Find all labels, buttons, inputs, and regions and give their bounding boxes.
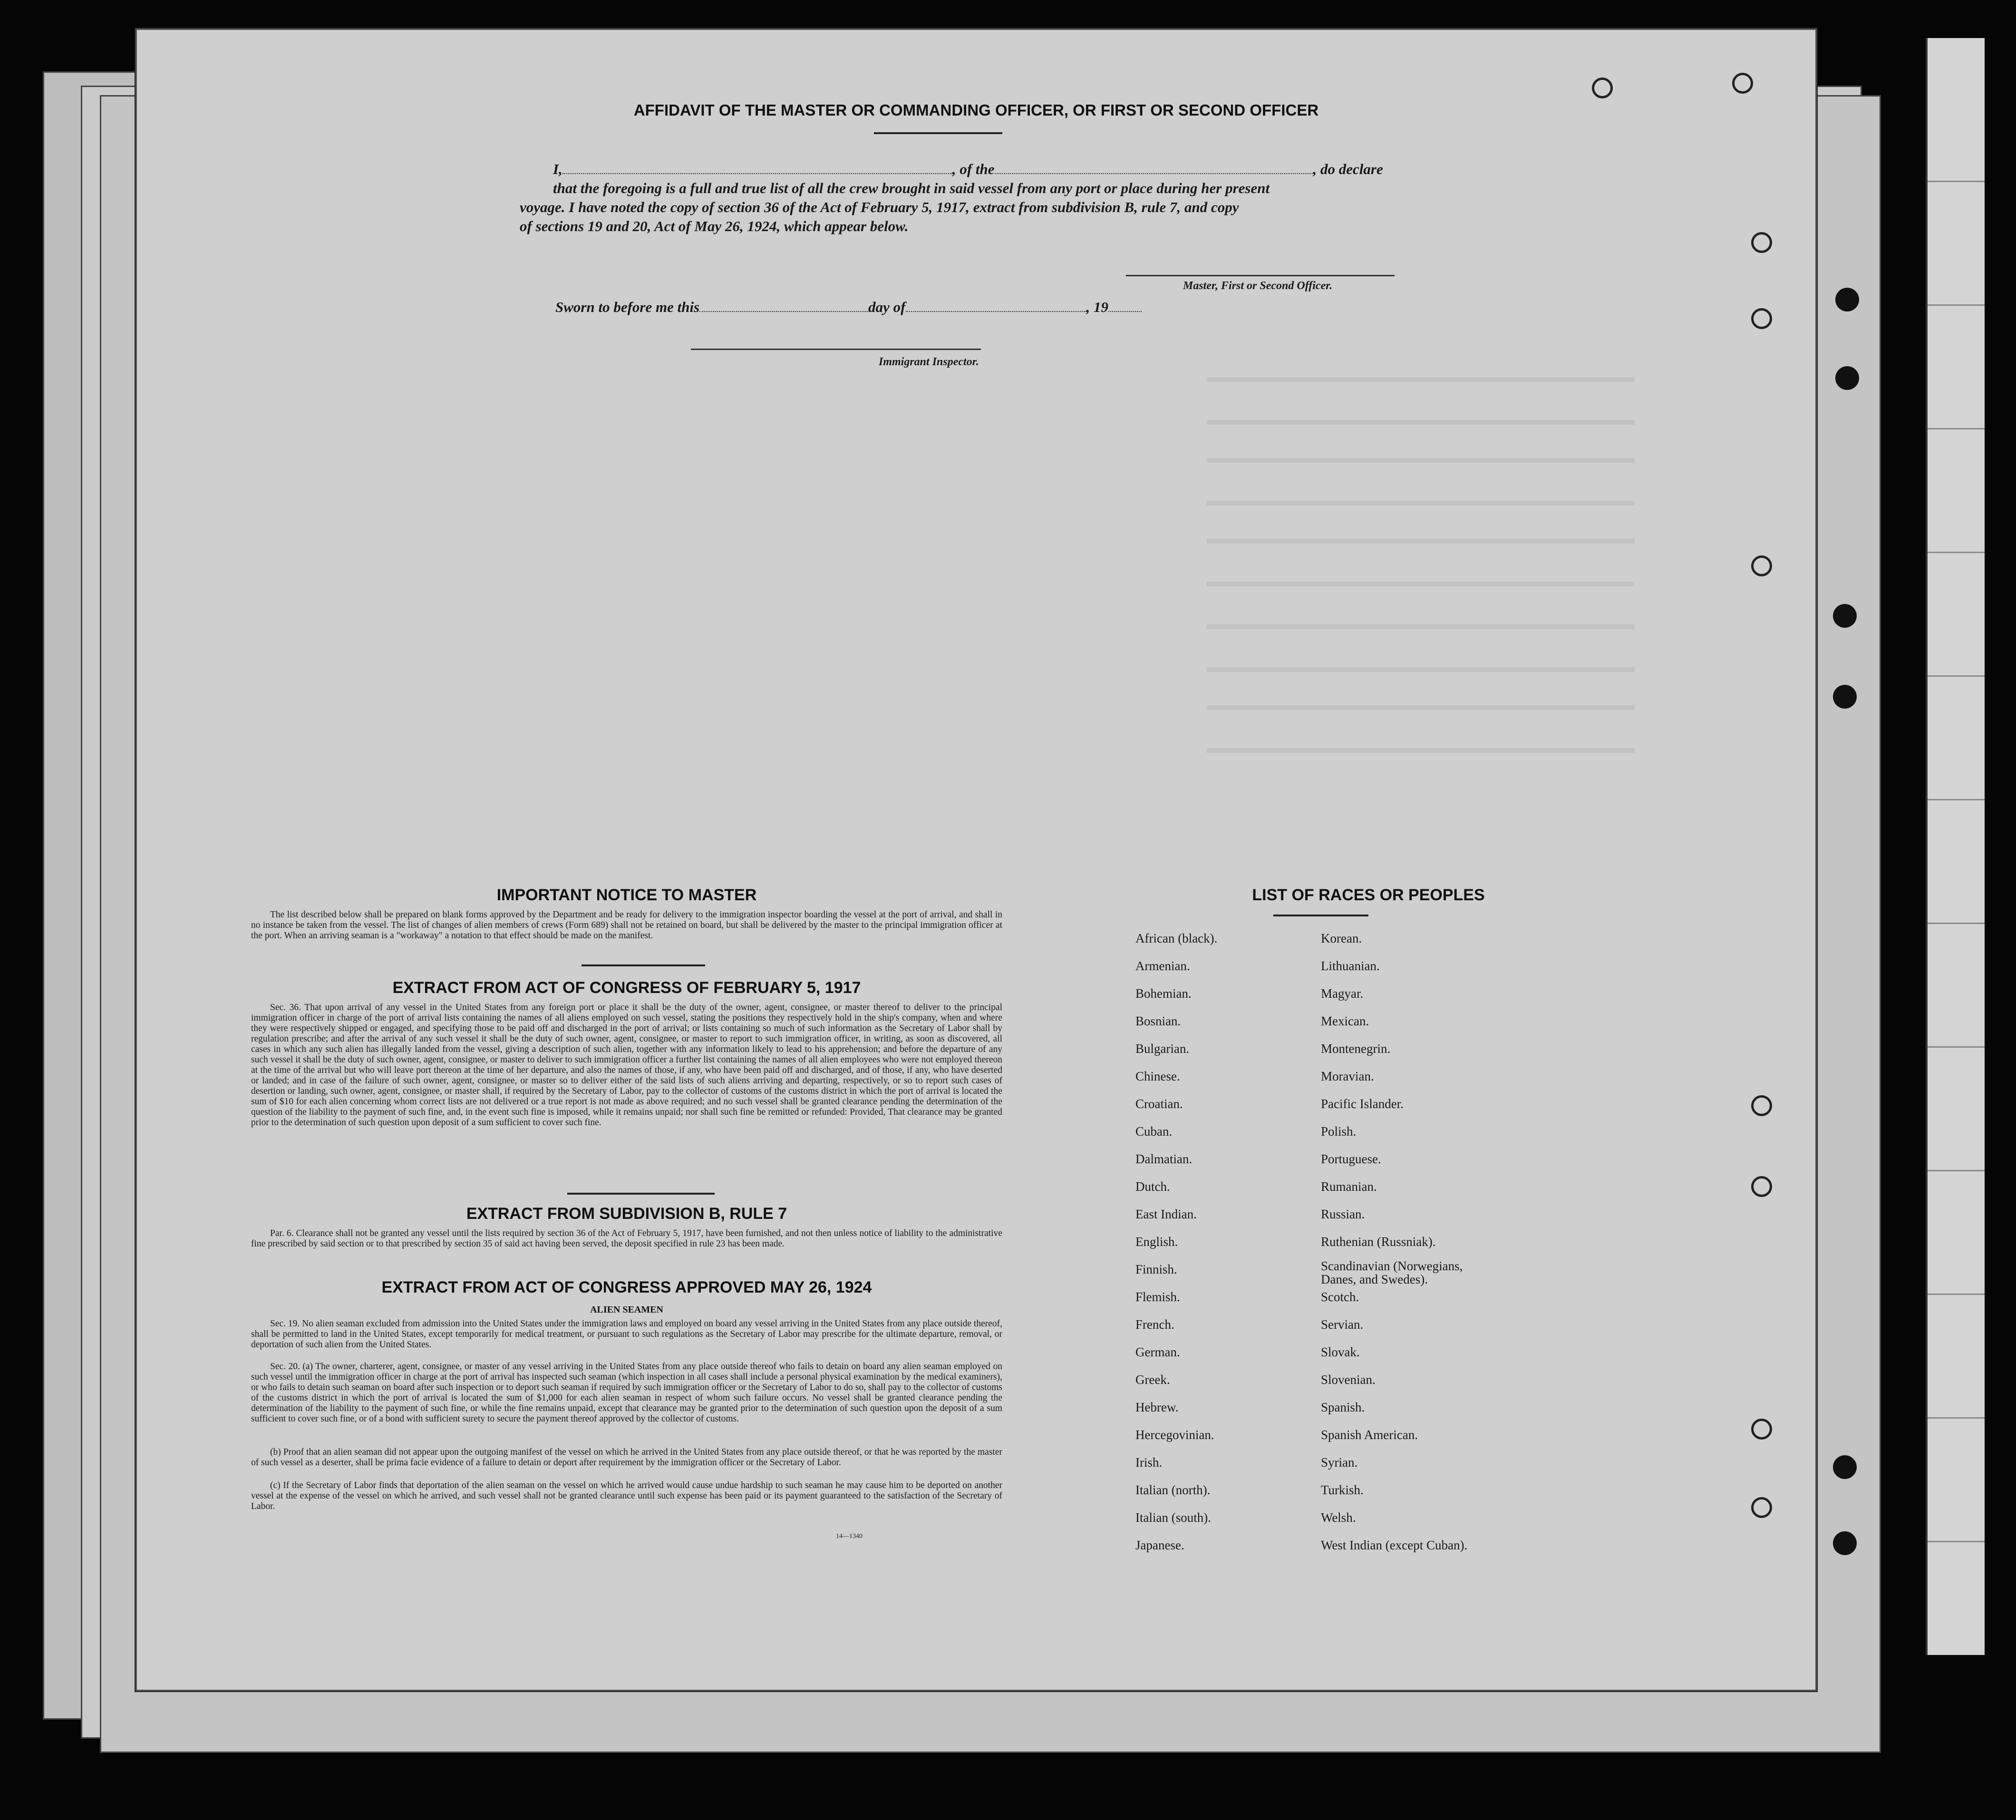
affidavit-line-4: of sections 19 and 20, Act of May 26, 1924, which appear below. [520, 218, 909, 234]
race-right: Magyar. [1321, 986, 1364, 1001]
race-right: Russian. [1321, 1207, 1365, 1221]
race-right: Rumanian. [1321, 1179, 1377, 1194]
race-left: Hebrew. [1135, 1400, 1179, 1414]
extract-1924-title: EXTRACT FROM ACT OF CONGRESS APPROVED MAY 26, 1924 [381, 1278, 872, 1296]
binder-hole [1833, 1455, 1857, 1479]
affidavit-line-3: voyage. I have noted the copy of section 36 of the Act of February 5, 1917, extract from subdivision B, rule 7, and copy [520, 199, 1239, 215]
race-right: Scotch. [1321, 1290, 1359, 1304]
race-left: French. [1135, 1317, 1174, 1332]
sworn-day-field[interactable] [699, 311, 868, 312]
punch-hole [1732, 73, 1753, 94]
affidavit-line-1: I, , of the , do declare [553, 161, 1383, 177]
race-right: Spanish. [1321, 1400, 1365, 1414]
punch-hole [1751, 308, 1772, 329]
affidavit-line-2: that the foregoing is a full and true list of all the crew brought in said vessel from any port or place during her present [553, 180, 1270, 196]
race-left: German. [1135, 1345, 1180, 1359]
binder-hole [1835, 288, 1859, 311]
race-left: Italian (north). [1135, 1483, 1211, 1497]
ledger-strip [1926, 38, 1985, 1655]
race-left: East Indian. [1135, 1207, 1197, 1221]
sec20a-text: Sec. 20. (a) The owner, charterer, agent, consignee, or master of any vessel arriving in the United States from any place outside thereof who fails to detain on board any alien seaman employed on such vessel until the immigration officer in charge at the port of arrival has inspected such seaman (which inspection in all cases shall include a personal physical examination by the medical examiners), or who fails to detain such seaman on board after such inspection or to deport such seaman if required by such immigration officer or the Secretary of Labor to do so, shall pay to the collector of customs of the customs district in which the port of arrival is located the sum of $1,000 for each alien seaman in respect of whom such failure occurs. No vessel shall be granted clearance pending the determination of the liability to the payment of such fine, or while the fine remains unpaid, except that clearance may be granted prior to the determination of such question upon the deposit of a sum sufficient to cover such fine, or of a bond with sufficient surety to secure the payment thereof approved by the collector of customs. [251, 1362, 1002, 1424]
alien-seamen-subtitle: ALIEN SEAMEN [590, 1304, 663, 1315]
race-right: Turkish. [1321, 1483, 1364, 1497]
race-left: Bulgarian. [1135, 1041, 1190, 1056]
race-right: Polish. [1321, 1124, 1357, 1139]
binder-hole [1833, 685, 1857, 709]
punch-hole [1751, 1095, 1772, 1116]
race-left: Greek. [1135, 1372, 1170, 1387]
master-signature-line[interactable] [1126, 275, 1395, 276]
sworn-year-field[interactable] [1108, 311, 1142, 312]
race-left: Bohemian. [1135, 986, 1192, 1001]
extract-1917-title: EXTRACT FROM ACT OF CONGRESS OF FEBRUARY 5, 1917 [392, 979, 861, 997]
race-left: Armenian. [1135, 959, 1190, 973]
race-right: Montenegrin. [1321, 1041, 1391, 1056]
punch-hole [1751, 1176, 1772, 1197]
race-right: Welsh. [1321, 1510, 1356, 1525]
race-left: African (black). [1135, 931, 1218, 945]
inspector-signature-label: Immigrant Inspector. [879, 356, 979, 368]
race-left: Italian (south). [1135, 1510, 1211, 1525]
punch-hole [1751, 555, 1772, 576]
race-left: Hercegovinian. [1135, 1428, 1214, 1442]
race-left: Flemish. [1135, 1290, 1180, 1304]
punch-hole [1751, 1419, 1772, 1440]
form-number: 14—1340 [836, 1533, 863, 1540]
race-right: Spanish American. [1321, 1428, 1418, 1442]
sec20b-text: (b) Proof that an alien seaman did not appear upon the outgoing manifest of the vessel on which he arrived in the United States from any place outside thereof, or that he was reported by the master of such vessel as a deserter, shall be prima facie evidence of a failure to detain or deport after requirement by the immigration officer or the Secretary of Labor. [251, 1447, 1002, 1468]
extract-rule7-text: Par. 6. Clearance shall not be granted any vessel until the lists required by section 36 of the Act of February 5, 1917, have been furnished, and not then unless notice of liability to the administrative fine prescribed by said section or to that prescribed by section 35 of said act having been served, the deposit specified in rule 23 has been made. [251, 1228, 1002, 1249]
binder-hole [1835, 366, 1859, 390]
race-left: English. [1135, 1235, 1178, 1249]
vessel-field[interactable] [995, 173, 1313, 174]
race-right: Moravian. [1321, 1069, 1374, 1083]
sworn-month-field[interactable] [906, 311, 1086, 312]
inspector-signature-line[interactable] [691, 349, 981, 350]
race-left: Finnish. [1135, 1262, 1177, 1276]
race-right: West Indian (except Cuban). [1321, 1538, 1468, 1552]
race-right: Slovak. [1321, 1345, 1360, 1359]
binder-hole [1833, 1531, 1857, 1555]
punch-hole [1751, 1497, 1772, 1518]
race-left: Dutch. [1135, 1179, 1170, 1194]
race-right: Portuguese. [1321, 1152, 1381, 1166]
races-title: LIST OF RACES OR PEOPLES [1252, 886, 1485, 904]
manifest-page [136, 29, 1817, 1691]
title-rule [874, 132, 1002, 134]
race-right: Slovenian. [1321, 1372, 1376, 1387]
sec20c-text: (c) If the Secretary of Labor finds that deportation of the alien seaman on the vessel on which he arrived would cause undue hardship to such seaman he may cause him to be deported on another vessel at the expense of the vessel on which he arrived, and such vessel shall not be granted clearance until such expense has been paid or its payment guaranteed to the satisfaction of the Secretary of Labor. [251, 1480, 1002, 1511]
race-left: Irish. [1135, 1455, 1163, 1470]
race-right: Lithuanian. [1321, 959, 1380, 973]
race-right: Scandinavian (Norwegians, Danes, and Swedes). [1321, 1259, 1463, 1286]
race-left: Chinese. [1135, 1069, 1180, 1083]
race-left: Croatian. [1135, 1097, 1183, 1111]
race-right: Pacific Islander. [1321, 1097, 1404, 1111]
sec19-text: Sec. 19. No alien seaman excluded from admission into the United States under the immigration laws and employed on board any vessel arriving in the United States from any place outside thereof, shall be permitted to land in the United States, except temporarily for medical treatment, or pursuant to such regulations as the Secretary of Labor may prescribe for the ultimate departure, removal, or deportation of such alien from the United States. [251, 1319, 1002, 1350]
sworn-line: Sworn to before me this day of , 19 [555, 299, 1142, 316]
notice-text: The list described below shall be prepared on blank forms approved by the Department and be ready for delivery to the immigration inspector boarding the vessel at the port of arrival, and shall in no instance be taken from the vessel. The list of changes of alien members of crews (Form 689) shall not be retained on board, but shall be delivered by the master to the principal immigration officer at the port. When an arriving seaman is a "workaway" a notation to that effect should be made on the manifest. [251, 910, 1002, 941]
race-left: Dalmatian. [1135, 1152, 1192, 1166]
notice-title: IMPORTANT NOTICE TO MASTER [496, 886, 757, 904]
name-field[interactable] [562, 173, 952, 174]
binder-hole [1833, 604, 1857, 628]
race-right: Servian. [1321, 1317, 1364, 1332]
race-left: Cuban. [1135, 1124, 1173, 1139]
punch-hole [1592, 78, 1613, 98]
race-right: Syrian. [1321, 1455, 1358, 1470]
affidavit-title: AFFIDAVIT OF THE MASTER OR COMMANDING OFFICER, OR FIRST OR SECOND OFFICER [633, 101, 1319, 119]
race-left: Japanese. [1135, 1538, 1184, 1552]
extract-rule7-title: EXTRACT FROM SUBDIVISION B, RULE 7 [466, 1205, 787, 1223]
extract-1917-text: Sec. 36. That upon arrival of any vessel in the United States from any foreign port or place it shall be the duty of the owner, agent, consignee, or master thereof to deliver to the principal immigration officer in charge of the port of arrival lists containing the names of all aliens employed on such vessel, stating the positions they respectively hold in the ship's company, when and where they were respectively shipped or engaged, and specifying those to be paid off and discharged in the port of arrival; or lists containing so much of such information as the Secretary of Labor shall by regulation prescribe; and after the arrival of any such vessel it shall be the duty of such owner, agent, consignee, or master to report to such immigration officer, in writing, as soon as discovered, all cases in which any such alien has illegally landed from the vessel, giving a description of such alien, together with any information likely to lead to his apprehension; and before the departure of any such vessel it shall be the duty of such owner, agent, consignee, or master to deliver to such immigration officer a further list containing the names of all alien employees who were not employed thereon at the time of the arrival but who will leave port thereon at the time of her departure, and also the names of those, if any, who have been paid off and discharged, and of those, if any, who have deserted or landed; and in case of the failure of such owner, agent, consignee, or master so to deliver either of the said lists of such aliens arriving and departing, respectively, or so to report such cases of desertion or landing, such owner, agent, consignee, or master shall, if required by the Secretary of Labor, pay to the collector of customs of the customs district in which the port of arrival is located the sum of $10 for each alien concerning whom correct lists are not delivered or a true report is not made as above required; and no such vessel shall be granted clearance pending the determination of the question of the liability to the payment of such fine, and, in the event such fine is imposed, while it remains unpaid; nor shall such fine be remitted or refunded: Provided, That clearance may be granted prior to the determination of such question upon deposit of a sum sufficient to cover such fine. [251, 1002, 1002, 1128]
race-right: Korean. [1321, 931, 1362, 945]
race-right: Mexican. [1321, 1014, 1369, 1028]
race-left: Bosnian. [1135, 1014, 1181, 1028]
race-right: Ruthenian (Russniak). [1321, 1235, 1436, 1249]
punch-hole [1751, 232, 1772, 253]
master-signature-label: Master, First or Second Officer. [1183, 280, 1333, 292]
